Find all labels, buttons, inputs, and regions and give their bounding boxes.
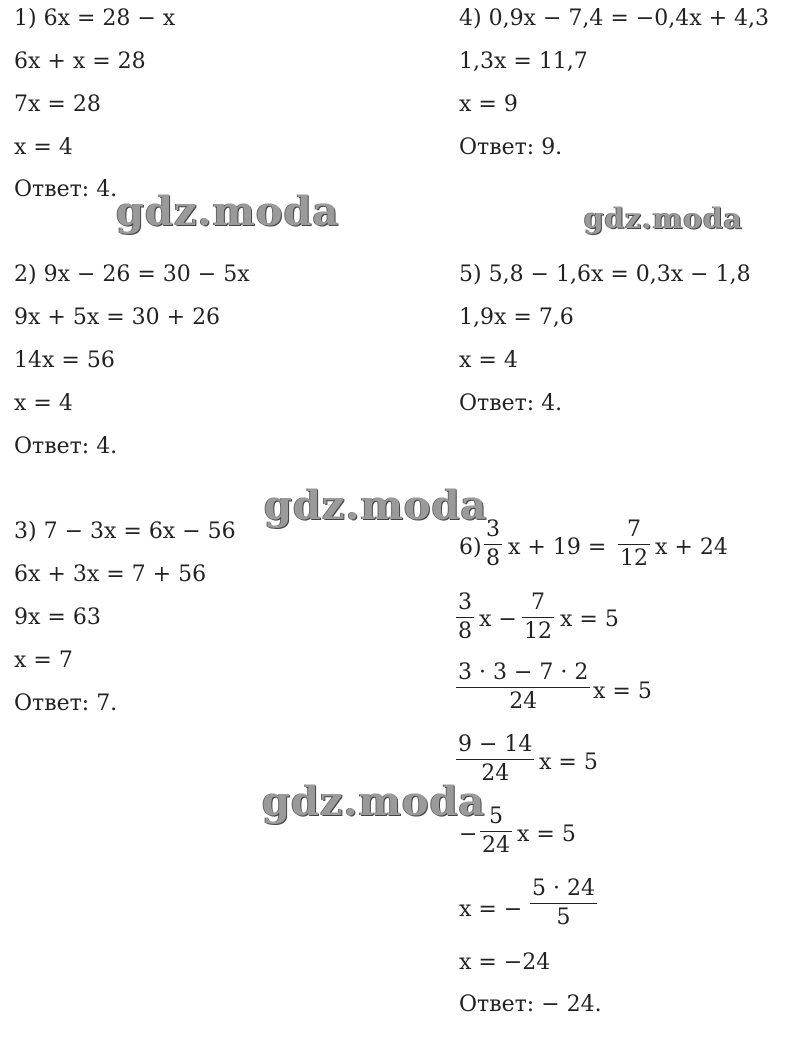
p6-eq4-den: 24	[456, 759, 534, 788]
p6-eq7: x = −24	[459, 950, 551, 975]
p1-line-4: x = 4	[14, 135, 73, 160]
p2-line-3: 14x = 56	[14, 348, 115, 373]
p5-line-1: 5) 5,8 − 1,6x = 0,3x − 1,8	[459, 262, 751, 287]
p6-eq2-frac2	[522, 589, 554, 646]
p2-line-2: 9x + 5x = 30 + 26	[14, 305, 221, 330]
p6-eq4-end: x = 5	[539, 750, 598, 775]
p6-eq3-num: 3 · 3 − 7 · 2	[458, 660, 589, 685]
p2-line-4: x = 4	[14, 391, 73, 416]
p6-eq1-frac2	[618, 516, 650, 573]
p3-line-2: 6x + 3x = 7 + 56	[14, 562, 207, 587]
p6-eq5-num: 5	[489, 804, 503, 829]
p5-line-2: 1,9x = 7,6	[459, 305, 574, 330]
p6-eq1-end: x + 24	[655, 535, 728, 560]
watermark-logo: gdz.moda	[262, 778, 486, 825]
p6-eq2-den1: 8	[458, 619, 472, 644]
p2-answer: Ответ: 4.	[14, 434, 118, 459]
p6-eq2-num2: 7	[531, 590, 545, 615]
p3-line-1: 3) 7 − 3x = 6x − 56	[14, 519, 236, 544]
watermark-logo: gdz.moda	[584, 202, 743, 235]
p6-eq1-den1: 8	[486, 546, 500, 571]
p6-eq1-mid: x + 19 =	[508, 535, 607, 560]
p4-line-3: x = 9	[459, 92, 518, 117]
watermark-logo: gdz.moda	[264, 482, 488, 529]
watermark-logo: gdz.moda	[116, 188, 340, 235]
p1-line-1: 1) 6x = 28 − x	[14, 6, 176, 31]
p6-eq3-frac	[456, 659, 590, 716]
p3-line-3: 9x = 63	[14, 605, 101, 630]
p6-eq6-num: 5 · 24	[532, 876, 595, 901]
p3-answer: Ответ: 7.	[14, 691, 118, 716]
p2-line-1: 2) 9x − 26 = 30 − 5x	[14, 262, 250, 287]
p6-eq3-den: 24	[456, 687, 590, 716]
p4-line-2: 1,3x = 11,7	[459, 49, 588, 74]
p6-label: 6)	[459, 535, 482, 560]
p5-answer: Ответ: 4.	[459, 391, 563, 416]
p4-answer: Ответ: 9.	[459, 135, 563, 160]
p6-eq4-num: 9 − 14	[458, 732, 533, 757]
p6-eq5-sign: −	[459, 822, 478, 847]
p4-line-1: 4) 0,9x − 7,4 = −0,4x + 4,3	[459, 6, 770, 31]
p6-answer: Ответ: − 24.	[459, 992, 602, 1017]
p6-eq6-frac	[530, 875, 597, 932]
p6-eq2-den2: 12	[524, 619, 552, 644]
p1-answer: Ответ: 4.	[14, 177, 118, 202]
p6-eq2-num1: 3	[458, 590, 472, 615]
p1-line-2: 6x + x = 28	[14, 49, 146, 74]
p6-eq1-num1: 3	[486, 517, 500, 542]
p6-eq6-den: 5	[530, 903, 597, 932]
p6-eq3-end: x = 5	[593, 679, 652, 704]
p6-eq2-frac1	[456, 589, 474, 646]
p6-eq1-num2: 7	[627, 517, 641, 542]
p6-eq6-start: x = −	[459, 897, 523, 922]
p6-eq1-den2: 12	[620, 546, 648, 571]
p1-line-3: 7x = 28	[14, 92, 101, 117]
p6-eq2-mid: x −	[479, 607, 517, 632]
p5-line-3: x = 4	[459, 348, 518, 373]
p6-eq2-end: x = 5	[560, 607, 619, 632]
p3-line-4: x = 7	[14, 648, 73, 673]
p6-eq5-den: 24	[482, 833, 510, 858]
p6-eq5-end: x = 5	[517, 822, 576, 847]
